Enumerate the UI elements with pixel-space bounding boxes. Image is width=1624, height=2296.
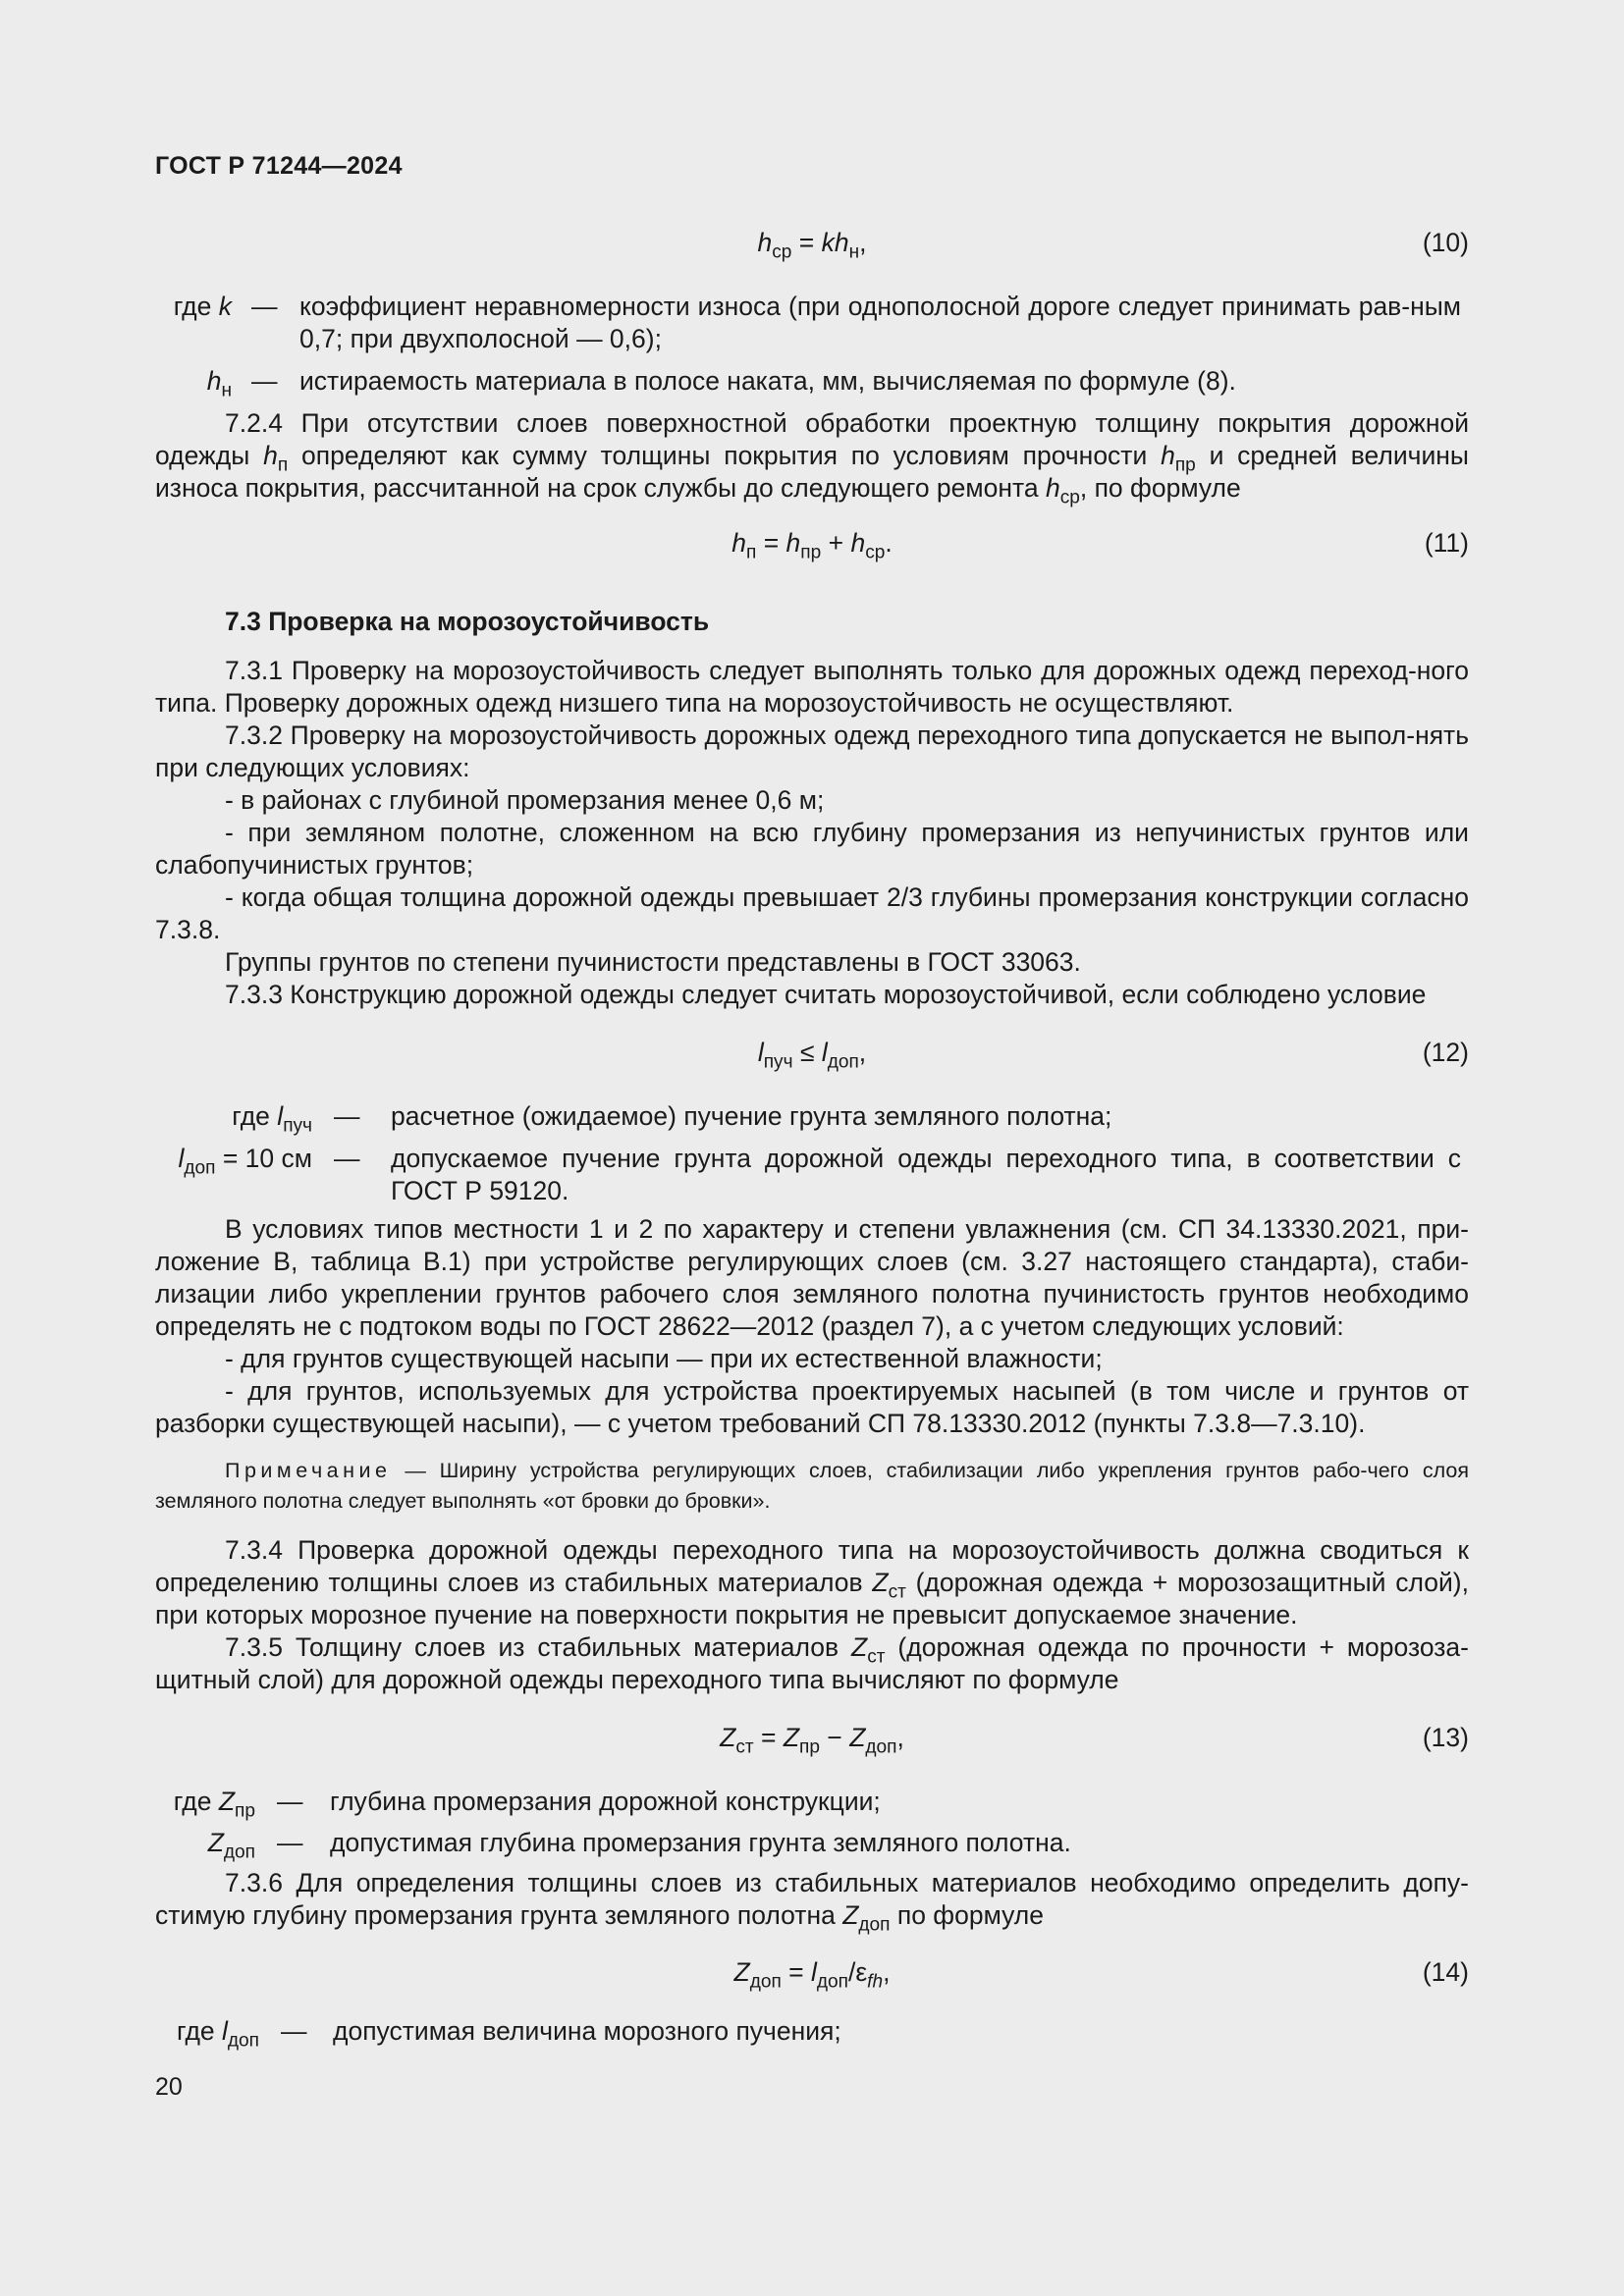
subscript: пуч xyxy=(283,1115,312,1137)
symbol-k: k xyxy=(218,292,232,321)
list-item: - для грунтов существующей насыпи — при их естественной влажности; xyxy=(225,1344,1103,1373)
legend-text-z-pr: глубина промерзания дорожной конструкции; xyxy=(330,1787,881,1816)
symbol-h: h xyxy=(1045,473,1060,503)
symbol-z: Z xyxy=(851,1632,868,1662)
where-label: где xyxy=(173,1787,212,1816)
legend-symbol-z-dop xyxy=(155,1827,255,1863)
legend-text-l-dop: допускаемое пучение грунта дорожной одежды переходного типа, в соответствии с ГОСТ Р 59120. xyxy=(391,1144,1461,1205)
legend-text-l-dop: допустимая величина морозного пучения; xyxy=(333,2016,841,2046)
where-label: где xyxy=(232,1101,270,1131)
symbol-l: l xyxy=(821,1038,828,1067)
subscript: ст xyxy=(867,1646,886,1668)
page-number: 20 xyxy=(155,2073,183,2101)
text-run: по формуле xyxy=(896,1900,1044,1930)
formula-14: $Z_{доп} = l_{доп}/\varepsilon_{fh}$, xyxy=(733,1957,891,1993)
document-header: ГОСТ Р 71244—2024 xyxy=(155,152,403,180)
paragraph-soil-groups: Группы грунтов по степени пучинистости представлены в ГОСТ 33063. xyxy=(225,947,1081,977)
legend-symbol-l-dop xyxy=(155,1143,312,1179)
legend-symbol-l-puch xyxy=(155,1100,312,1137)
subscript: доп xyxy=(749,1971,782,1993)
text-run: 7.3.6 Для определения толщины слоев из стабильных материалов необходимо определить допу-стимую глубину промерзания грунта земляного полотна xyxy=(155,1868,1469,1930)
list-item: - в районах с глубиной промерзания менее 0,6 м; xyxy=(225,785,825,815)
formula-number-10: (10) xyxy=(1422,228,1469,257)
legend-dash: — xyxy=(251,366,278,396)
legend-symbol-k xyxy=(155,291,232,323)
formula-12: $l_{пуч} \le l_{доп}$, xyxy=(757,1038,867,1073)
legend-text-l-puch: расчетное (ожидаемое) пучение грунта земляного полотна; xyxy=(391,1101,1112,1131)
paragraph-7-3-4 xyxy=(155,1534,1469,1631)
text-run: определяют как сумму толщины покрытия по условиям прочности xyxy=(301,441,1148,470)
formula-number-14: (14) xyxy=(1422,1957,1469,1987)
paragraph-7-3-1: 7.3.1 Проверку на морозоустойчивость следует выполнять только для дорожных одежд переход-ного типа. Проверку дорожных одежд низшего типа на морозоустойчивость не осуществляют. xyxy=(155,656,1469,718)
subscript: доп xyxy=(223,1842,255,1863)
legend-dash: — xyxy=(251,292,278,321)
note-text: — Ширину устройства регулирующих слоев, стабилизации либо укрепления грунтов рабо-чего слоя земляного полотна следует выполнять «от бровки до бровки». xyxy=(155,1459,1469,1513)
symbol-z: Z xyxy=(207,1828,224,1857)
symbol-h: h xyxy=(206,366,222,396)
text-run: 7.3.5 Толщину слоев из стабильных материалов xyxy=(225,1632,839,1662)
subscript: fh xyxy=(867,1971,884,1993)
legend-dash: — xyxy=(277,1828,303,1857)
text-run: , по формуле xyxy=(1079,473,1241,503)
symbol-h: h xyxy=(731,528,746,558)
list-item: - когда общая толщина дорожной одежды превышает 2/3 глубины промерзания конструкции согласно 7.3.8. xyxy=(155,882,1469,944)
formula-number-13: (13) xyxy=(1422,1723,1469,1752)
paragraph-7-3-5 xyxy=(155,1631,1469,1696)
symbol-epsilon: ε xyxy=(855,1957,868,1987)
note-label: Примечание xyxy=(225,1459,392,1482)
symbol-h: h xyxy=(263,441,278,470)
subscript: доп xyxy=(858,1914,891,1936)
symbol-z: Z xyxy=(218,1787,236,1816)
legend-symbol-z-pr xyxy=(155,1786,255,1822)
paragraph-terrain-conditions: В условиях типов местности 1 и 2 по характеру и степени увлажнения (см. СП 34.13330.2021, при-ложение В, таблица В.1) при устройстве регулирующих слоев (см. 3.27 настоящего стандарта), стаби-лизации либо укреплении грунтов рабочего слоя земляного полотна пучинистость грунтов необходимо определять не с подтоком воды по ГОСТ 28622—2012 (раздел 7), а с учетом следующих условий: xyxy=(155,1214,1469,1341)
formula-13: $Z_{ст} = Z_{пр} - Z_{доп}$, xyxy=(720,1723,904,1758)
symbol-h: h xyxy=(834,228,849,257)
symbol-z: Z xyxy=(849,1723,866,1752)
subscript: п xyxy=(277,454,289,476)
symbol-l: l xyxy=(178,1144,185,1173)
subscript: ст xyxy=(735,1736,754,1758)
subscript: доп xyxy=(865,1736,897,1758)
where-label: где xyxy=(176,2016,215,2046)
formula-11: $h_п = h_{пр} + h_{ср}$. xyxy=(731,528,893,563)
paragraph-7-3-2: 7.3.2 Проверку на морозоустойчивость дорожных одежд переходного типа допускается не выпол-нять при следующих условиях: xyxy=(155,721,1469,782)
symbol-l: l xyxy=(277,1101,284,1131)
symbol-l: l xyxy=(222,2016,228,2046)
section-heading-7-3: 7.3 Проверка на морозоустойчивость xyxy=(225,607,710,636)
legend-dash: — xyxy=(277,1787,303,1816)
symbol-z: Z xyxy=(872,1568,889,1597)
formula-number-11: (11) xyxy=(1424,528,1469,558)
subscript: пр xyxy=(235,1800,255,1822)
legend-dash: — xyxy=(334,1144,360,1173)
subscript: н xyxy=(221,380,232,401)
symbol-z: Z xyxy=(720,1723,736,1752)
text-run: 7.3.4 Проверка дорожной одежды переходного типа на морозоустойчивость должна сводиться к определению толщины слоев из стабильных материалов xyxy=(155,1535,1469,1597)
legend-text-z-dop: допустимая глубина промерзания грунта земляного полотна. xyxy=(330,1828,1071,1857)
subscript: ст xyxy=(888,1581,906,1603)
subscript: доп xyxy=(827,1051,859,1073)
legend-symbol-hn xyxy=(155,365,232,401)
symbol-h: h xyxy=(1161,441,1175,470)
subscript: пр xyxy=(799,1736,820,1758)
formula-number-12: (12) xyxy=(1422,1038,1469,1067)
symbol-z: Z xyxy=(783,1723,800,1752)
legend-dash: — xyxy=(334,1101,360,1131)
text-run: и средней величины износа покрытия, рассчитанной на срок службы до следующего ремонта xyxy=(155,441,1469,503)
formula-10: $h_{ср} = kh_н$, xyxy=(757,228,867,263)
text-run: (дорожная одежда по прочности + морозоза-щитный слой) для дорожной одежды переходного типа вычисляют по формуле xyxy=(155,1632,1469,1694)
symbol-h: h xyxy=(785,528,801,558)
paragraph-7-3-6 xyxy=(155,1867,1469,1936)
legend-dash: — xyxy=(281,2016,307,2046)
subscript: пр xyxy=(1174,454,1196,476)
subscript: ср xyxy=(772,241,792,263)
subscript: доп xyxy=(227,2030,259,2052)
legend-text-k: коэффициент неравномерности износа (при однополосной дороге следует принимать рав-ным 0,7; при двухполосной — 0,6); xyxy=(299,292,1461,353)
subscript: пуч xyxy=(763,1051,793,1073)
subscript: доп xyxy=(184,1157,216,1179)
symbol-l: l xyxy=(811,1957,817,1987)
symbol-l: l xyxy=(757,1038,764,1067)
list-item: - для грунтов, используемых для устройства проектируемых насыпей (в том числе и грунтов от разборки существующей насыпи), — с учетом требований СП 78.13330.2012 (пункты 7.3.8—7.3.10). xyxy=(155,1376,1469,1438)
text-run: (дорожная одежда + морозозащитный слой), при которых морозное пучение на поверхности покрытия не превысит допускаемое значение. xyxy=(155,1568,1469,1629)
legend-symbol-l-dop xyxy=(155,2015,259,2052)
where-label: где xyxy=(173,292,212,321)
symbol-z: Z xyxy=(842,1900,859,1930)
symbol-h: h xyxy=(850,528,866,558)
symbol-h: h xyxy=(757,228,773,257)
legend-text-hn: истираемость материала в полосе наката, мм, вычисляемая по формуле (8). xyxy=(299,366,1236,396)
symbol-z: Z xyxy=(733,1957,750,1987)
legend-value: = 10 см xyxy=(222,1144,312,1173)
subscript: пр xyxy=(800,542,822,563)
subscript: н xyxy=(848,241,860,263)
subscript: ср xyxy=(1059,487,1080,508)
list-item: - при земляном полотне, сложенном на всю глубину промерзания из непучинистых грунтов или слабопучинистых грунтов; xyxy=(155,818,1469,880)
paragraph-7-3-3: 7.3.3 Конструкцию дорожной одежды следует считать морозоустойчивой, если соблюдено условие xyxy=(225,980,1427,1009)
note xyxy=(155,1456,1469,1517)
text-run: 7.2.4 При отсутствии слоев поверхностной обработки проектную толщину покрытия дорожной одежды xyxy=(155,408,1469,470)
subscript: доп xyxy=(816,1971,848,1993)
subscript: ср xyxy=(865,542,886,563)
paragraph-7-2-4 xyxy=(155,407,1469,508)
subscript: п xyxy=(746,542,757,563)
